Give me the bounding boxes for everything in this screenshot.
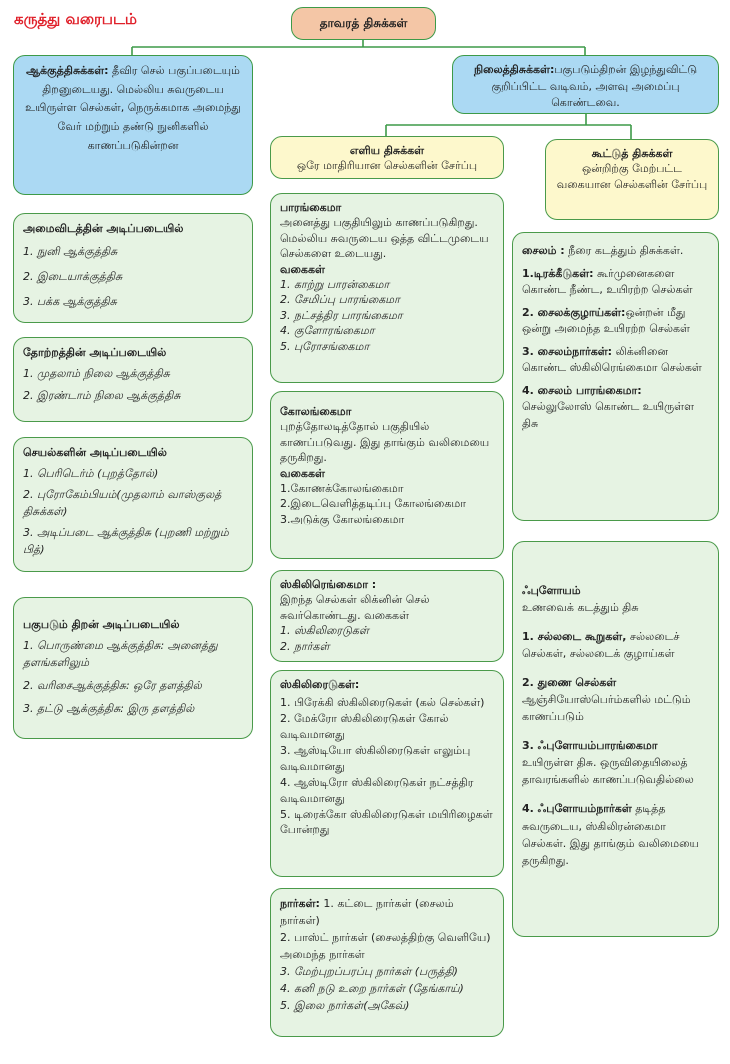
- list-item: [522, 344, 709, 377]
- parenchyma-text: அனைத்து பகுதியிலும் காணப்படுகிறது. மெல்லிய சுவருடைய ஒத்த விட்டமுடைய செல்களை உடையது.: [280, 216, 489, 261]
- root-node: [291, 7, 436, 40]
- list-item: 3.அடுக்கு கோலங்கைமா: [280, 512, 405, 526]
- phloem-text: உணவைக் கடத்தும் திசு: [522, 601, 639, 615]
- list-item: 2. மேக்ரோ ஸ்கிலிரைடுகள் கோல் வடிவமானது: [280, 711, 449, 741]
- origin-box: [13, 337, 253, 422]
- item-text: கூர்முனைகளை கொண்ட நீண்ட, உயிரற்ற செல்கள்: [522, 266, 693, 296]
- item-text: ஒன்றன் மீது ஒன்று அமைந்த உயிரற்ற செல்கள்: [522, 305, 690, 335]
- complex-tissue-box: [545, 139, 719, 220]
- list-item: [522, 383, 709, 433]
- simple-text: ஒரே மாதிரியான செல்களின் சேர்ப்பு: [296, 159, 478, 173]
- parenchyma-types-label: வகைகள்: [280, 262, 325, 276]
- list-item: 3. பக்க ஆக்குத்திசு: [23, 295, 117, 309]
- list-item: 5. டிரைக்கோ ஸ்கிலிரைடுகள் மயிரிழைகள் போன்றது: [280, 807, 493, 837]
- item-text: தடித்த சுவருடைய, ஸ்கிலிரன்கைமா செல்கள். இது தாங்கும் வலிமையை தருகிறது.: [522, 802, 699, 867]
- list-item: 3. நட்சத்திர பாரங்கைமா: [280, 308, 403, 322]
- sclerenchyma-box: [270, 570, 504, 662]
- item-label: 4. ஃபுளோயம்நார்கள்: [522, 802, 632, 816]
- list-item: 1. காற்று பாரன்கைமா: [280, 277, 390, 291]
- position-title: அமைவிடத்தின் அடிப்படையில்: [23, 222, 184, 235]
- sclereids-box: [270, 670, 504, 877]
- item-label: 2. துணை செல்கள்: [522, 676, 617, 690]
- phloem-title: ஃபுளோயம்: [522, 584, 581, 597]
- list-item: 1. கட்டை நார்கள் (சைலம் நார்கள்): [280, 897, 454, 928]
- item-text: ஆஞ்சியோஸ்பெர்ம்களில் மட்டும் காணப்படும்: [522, 693, 691, 724]
- list-item: 2. புரோகேம்பியம்(முதலாம் வாஸ்குலத் திசுக்கள்): [23, 488, 222, 519]
- fibres-title: நார்கள்:: [280, 897, 320, 910]
- parenchyma-box: [270, 193, 504, 383]
- parenchyma-title: பாரங்கைமா: [280, 201, 342, 214]
- simple-title: எளிய திசுக்கள்: [349, 144, 425, 157]
- list-item: [522, 305, 709, 338]
- position-box: [13, 213, 253, 323]
- list-item: 2. இரண்டாம் நிலை ஆக்குத்திசு: [23, 389, 181, 403]
- item-label: 4. சைலம் பாரங்கைமா:: [522, 383, 642, 397]
- permanent-title: நிலைத்திசுக்கள்:: [473, 63, 555, 76]
- complex-title: கூட்டுத் திசுக்கள்: [591, 147, 673, 160]
- item-label: 3. ஃபுளோயம்பாரங்கைமா: [522, 739, 658, 753]
- list-item: 1. பிரேக்கி ஸ்கிலிரைடுகள் (கல் செல்கள்): [280, 695, 485, 709]
- list-item: 1. ஸ்கிலிரைடுகள்: [280, 624, 369, 638]
- list-item: 3. அடிப்படை ஆக்குத்திசு (புறணி மற்றும் பித்): [23, 526, 229, 557]
- complex-text: ஒன்றிற்கு மேற்பட்ட வகையான செல்களின் சேர்ப்பு: [556, 162, 708, 191]
- permanent-box: [452, 55, 719, 114]
- item-text: லிக்னினை கொண்ட ஸ்கிலிரெங்கைமா செல்கள்: [522, 344, 702, 374]
- list-item: 2. பாஸ்ட் நார்கள் (சைலத்திற்கு வெளியே) அமைந்த நார்கள்: [280, 931, 491, 962]
- list-item: 2. வரிசைஆக்குத்திசு: ஒரே தளத்தில்: [23, 679, 202, 693]
- sclereids-title: ஸ்கிலிரைடுகள்:: [280, 678, 360, 691]
- phloem-box: [512, 541, 719, 937]
- division-title: பகுபடும் திறன் அடிப்படையில்: [23, 618, 180, 631]
- sclerenchyma-title: ஸ்கிலிரெங்கைமா :: [280, 578, 377, 591]
- list-item: 3. மேற்புறப்பரப்பு நார்கள் (பருத்தி): [280, 965, 458, 979]
- xylem-box: [512, 232, 719, 521]
- collenchyma-box: [270, 391, 504, 559]
- item-label: 1.டிரக்கீடுகள்:: [522, 266, 594, 280]
- list-item: 3. ஆஸ்டியோ ஸ்கிலிரைடுகள் எலும்பு வடிவமானது: [280, 743, 471, 773]
- division-box: [13, 597, 253, 739]
- list-item: [522, 674, 709, 725]
- collenchyma-text: புறத்தோலடித்தோல் பகுதியில் காணப்படுவது. இது தாங்கும் வலிமையை தருகிறது.: [280, 420, 490, 465]
- item-label: 1. சல்லடை கூறுகள்,: [522, 630, 627, 644]
- fibres-box: [270, 888, 504, 1037]
- collenchyma-title: கோலங்கைமா: [280, 405, 352, 418]
- list-item: [522, 800, 709, 868]
- list-item: 5. புரோசங்கைமா: [280, 339, 370, 353]
- list-item: 4. குளோரங்கைமா: [280, 324, 375, 338]
- list-item: [522, 628, 709, 662]
- list-item: 1.கோணக்கோலங்கைமா: [280, 481, 404, 495]
- function-box: [13, 437, 253, 572]
- item-label: 3. சைலம்நார்கள்:: [522, 344, 613, 358]
- function-title: செயல்களின் அடிப்படையில்: [23, 446, 167, 459]
- item-label: 2. சைலக்குழாய்கள்:: [522, 305, 626, 319]
- xylem-title: சைலம் :: [522, 244, 565, 257]
- item-text: சல்லடைச் செல்கள், சல்லடைக் குழாய்கள்: [522, 630, 680, 661]
- list-item: 4. கனி நடு உறை நார்கள் (தேங்காய்): [280, 982, 464, 996]
- origin-title: தோற்றத்தின் அடிப்படையில்: [23, 346, 167, 359]
- meristem-box: [13, 55, 253, 195]
- meristem-text: தீவிர செல் பகுப்படையும் திறனுடையது. மெல்லிய சுவருடைய உயிருள்ள செல்கள், நெருக்கமாக அமைந்து வேர் மற்றும் தண்டு நுனிகளில் காணப்படுகின்றன: [25, 64, 241, 152]
- list-item: 1. நுனி ஆக்குத்திசு: [23, 245, 118, 259]
- list-item: 2. இடையாக்குத்திசு: [23, 270, 123, 284]
- sclerenchyma-text: இறந்த செல்கள் லிக்னின் செல் சுவர்கொண்டது. வகைகள்: [280, 593, 430, 622]
- list-item: 2. நார்கள்: [280, 639, 330, 653]
- page-heading: கருத்து வரைபடம்: [14, 10, 137, 28]
- meristem-title: ஆக்குத்திசுக்கள்:: [26, 64, 109, 77]
- list-item: 4. ஆஸ்டிரோ ஸ்கிலிரைடுகள் நட்சத்திர வடிவமானது: [280, 775, 474, 805]
- list-item: 2.இடைவெளித்தடிப்பு கோலங்கைமா: [280, 497, 466, 511]
- permanent-text: பகுபடும்திறன் இழந்துவிட்டு குறிப்பிட்ட வடிவம், அளவு அமைப்பு கொண்டவை.: [491, 63, 698, 109]
- root-label: தாவரத் திசுக்கள்: [319, 16, 408, 31]
- list-item: 1. முதலாம் நிலை ஆக்குத்திசு: [23, 367, 170, 381]
- list-item: 1. பெரிடெர்ம் (புறத்தோல்): [23, 467, 159, 481]
- simple-tissue-box: [270, 136, 504, 179]
- list-item: 1. பொருண்மை ஆக்குத்திசு: அனைத்து தளங்களிலும்: [23, 639, 218, 670]
- list-item: 5. இலை நார்கள்(அகேவ்): [280, 999, 410, 1013]
- list-item: [522, 737, 709, 788]
- list-item: 2. சேமிப்பு பாரங்கைமா: [280, 293, 400, 307]
- collenchyma-types-label: வகைகள்: [280, 466, 325, 480]
- item-text: செல்லுலோஸ் கொண்ட உயிருள்ள திசு: [522, 400, 695, 430]
- list-item: [522, 266, 709, 299]
- list-item: 3. தட்டு ஆக்குத்திசு: இரு தளத்தில்: [23, 702, 195, 716]
- xylem-text: நீரை கடத்தும் திசுக்கள்.: [564, 244, 684, 257]
- item-text: உயிருள்ள திசு. ஒருவிதையிலைத் தாவரங்களில் காணப்படுவதில்லை: [522, 756, 694, 787]
